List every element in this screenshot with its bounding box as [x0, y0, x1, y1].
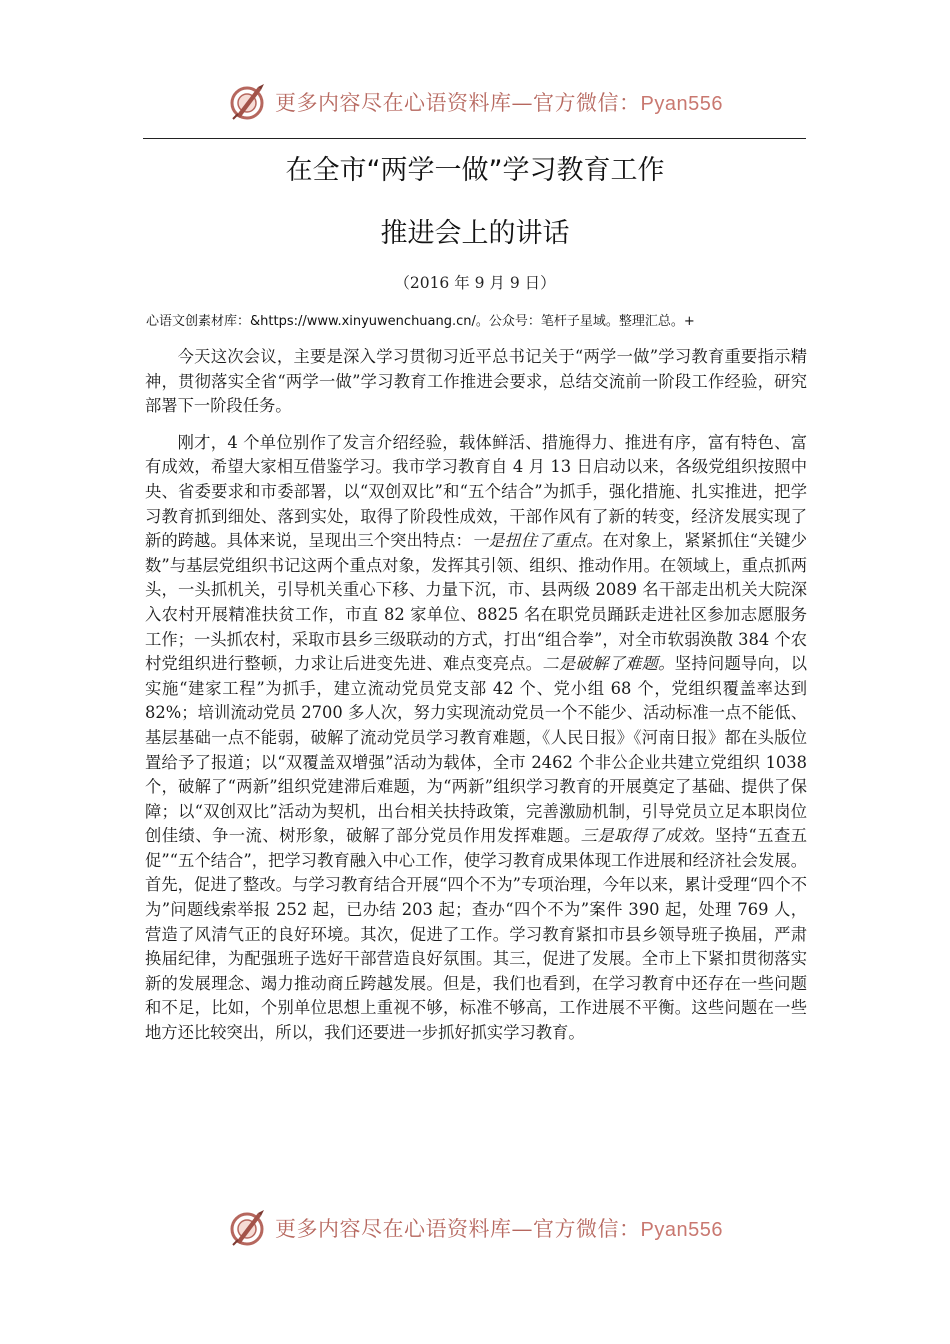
footer-banner	[0, 1208, 950, 1252]
point-one-heading: 一是扭住了重点。	[471, 531, 603, 551]
source-line: 心语文创素材库：&https://www.xinyuwenchuang.cn/。公众号：笔杆子星域。整理汇总。+	[146, 314, 695, 329]
document-date: （2016 年 9 月 9 日）	[394, 274, 556, 292]
quill-pen-logo-icon	[227, 1208, 267, 1248]
paragraph-2-text-b: 在对象上，紧紧抓住“关键少数”与基层党组织书记这两个重点对象，发挥其引领、组织、推动作用。在领域上，重点抓两头，一头抓机关，引导机关重心下移、力量下沉，市、县两级 2089 名干部走出机关大院深入农村开展精准扶贫工作，市直 82 家单位、8825 名在职党员踊跃走进社区参加志愿服务工作；一头抓农村，采取市县乡三级联动的方式，打出“组合拳”，对全市软弱涣散 384 个农村党组织进行整顿，力求让后进变先进、难点变亮点。	[145, 531, 807, 674]
point-three-heading: 三是取得了成效。	[580, 826, 715, 846]
banner-wechat-id: Pyan556	[640, 93, 723, 115]
paragraph-2-text-a: 刚才，4 个单位别作了发言介绍经验，载体鲜活、措施得力、推进有序，富有特色、富有成效，希望大家相互借鉴学习。我市学习教育自 4 月 13 日启动以来，各级党组织按照中央、省委要求和市委部署，以“双创双比”和“五个结合”为抓手，强化措施、扎实推进，把学习教育抓到细处、落到实处，取得了阶段性成效，干部作风有了新的转变，经济发展实现了新的跨越。具体来说，呈现出三个突出特点：	[145, 432, 807, 551]
paragraph-2	[145, 431, 807, 1046]
document-title-line-2: 推进会上的讲话	[380, 218, 570, 249]
paragraph-1: 今天这次会议，主要是深入学习贯彻习近平总书记关于“两学一做”学习教育重要指示精神，贯彻落实全省“两学一做”学习教育工作推进会要求，总结交流前一阶段工作经验，研究部署下一阶段任务。	[145, 347, 807, 416]
header-banner	[0, 82, 950, 126]
document-title-line-1: 在全市“两学一做”学习教育工作	[285, 155, 665, 186]
paragraph-2-text-c: 坚持问题导向，以实施“建家工程”为抓手，建立流动党员党支部 42 个、党小组 68 个，党组织覆盖率达到 82%；培训流动党员 2700 多人次，努力实现流动党员一个不能少、活动标准一点不能低、基层基础一点不能弱，破解了流动党员学习教育难题，《人民日报》《河南日报》都在头版位置给予了报道；以“双覆盖双增强”活动为载体，全市 2462 个非公企业共建立党组织 1038 个，破解了“两新”组织党建滞后难题，为“两新”组织学习教育的开展奠定了基础、提供了保障；以“双创双比”活动为契机，出台相关扶持政策，完善激励机制，引导党员立足本职岗位创佳绩、争一流、树形象，破解了部分党员作用发挥难题。	[145, 654, 807, 846]
banner-text: 更多内容尽在心语资料库—官方微信：Pyan556	[275, 1217, 723, 1241]
document-body	[145, 345, 807, 1046]
paragraph-2-text-d: 坚持“五查五促”“五个结合”，把学习教育融入中心工作，使学习教育成果体现工作进展和经济社会发展。首先，促进了整改。与学习教育结合开展“四个不为”专项治理，今年以来，累计受理“四个不为”问题线索举报 252 起，已办结 203 起；查办“四个不为”案件 390 起，处理 769 人，营造了风清气正的良好环境。其次，促进了工作。学习教育紧扣市县乡领导班子换届，严肃换届纪律，为配强班子选好干部营造良好氛围。其三，促进了发展。全市上下紧扣贯彻落实新的发展理念、竭力推动商丘跨越发展。但是，我们也看到，在学习教育中还存在一些问题和不足，比如，个别单位思想上重视不够，标准不够高，工作进展不平衡。这些问题在一些地方还比较突出，所以，我们还要进一步抓好抓实学习教育。	[145, 826, 807, 1043]
quill-pen-logo-icon	[227, 82, 267, 122]
header-divider	[143, 138, 806, 139]
point-two-heading: 二是破解了难题。	[542, 654, 675, 674]
banner-text: 更多内容尽在心语资料库—官方微信：Pyan556	[275, 91, 723, 115]
banner-wechat-id: Pyan556	[640, 1219, 723, 1241]
